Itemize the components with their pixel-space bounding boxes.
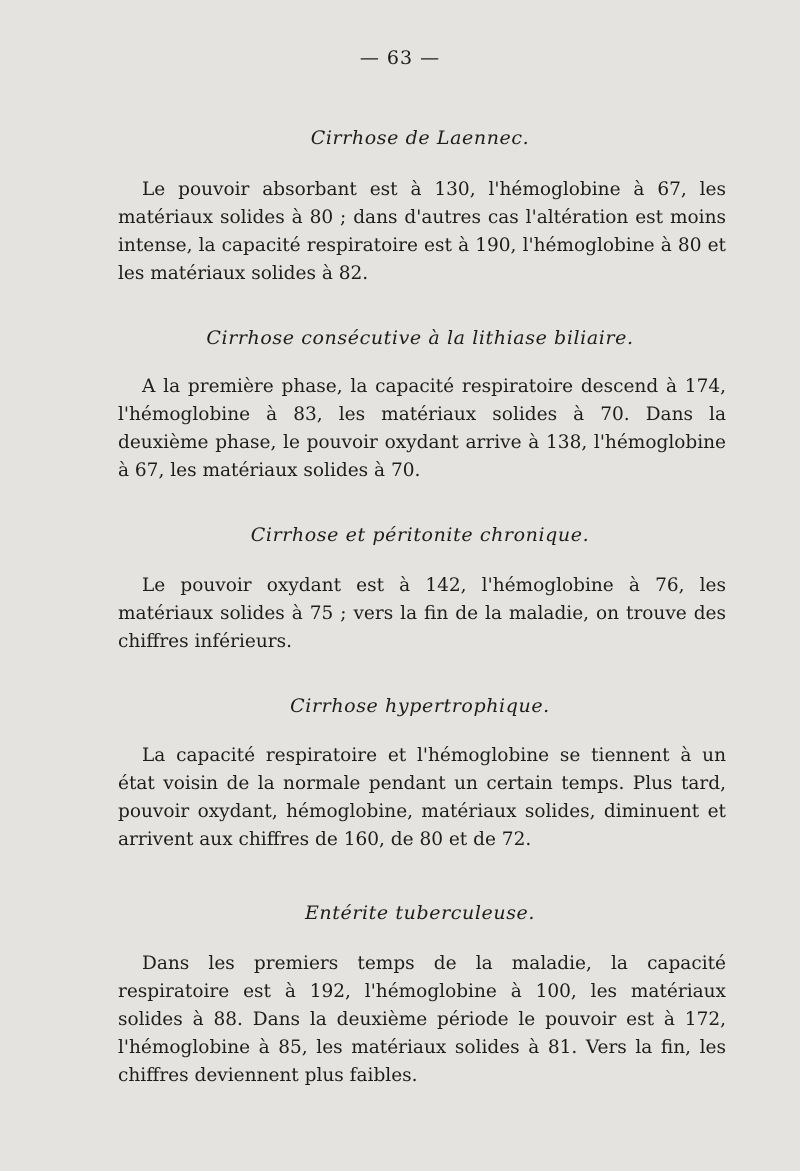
section-paragraph: A la première phase, la capacité respiratoire descend à 174, l'hémoglobine à 83, les matériaux solides à 70. Dans la deuxième phase, le pouvoir oxydant arrive à 138, l'hémoglobine à 67, les matériaux solides à 70. xyxy=(118,376,726,481)
section-heading: Cirrhose consécutive à la lithiase biliaire. xyxy=(206,327,634,349)
section-paragraph: La capacité respiratoire et l'hémoglobine se tiennent à un état voisin de la normale pendant un certain temps. Plus tard, pouvoir oxydant, hémoglobine, matériaux solides, diminuent et arrivent aux chiffres de 160, de 80 et de 72. xyxy=(118,745,726,850)
section-paragraph: Dans les premiers temps de la maladie, la capacité respiratoire est à 192, l'hémoglobine à 100, les matériaux solides à 88. Dans la deuxième période le pouvoir est à 172, l'hémoglobine à 85, les matériaux solides à 81. Vers la fin, les chiffres deviennent plus faibles. xyxy=(118,953,726,1086)
section-heading: Cirrhose hypertrophique. xyxy=(290,695,550,717)
page-number: — 63 — xyxy=(359,47,441,69)
section-heading: Cirrhose et péritonite chronique. xyxy=(250,524,590,546)
section-paragraph: Le pouvoir oxydant est à 142, l'hémoglobine à 76, les matériaux solides à 75 ; vers la fin de la maladie, on trouve des chiffres inférieurs. xyxy=(118,575,726,652)
section-heading: Entérite tuberculeuse. xyxy=(304,902,536,924)
section-paragraph: Le pouvoir absorbant est à 130, l'hémoglobine à 67, les matériaux solides à 80 ; dans d'autres cas l'altération est moins intense, la capacité respiratoire est à 190, l'hémoglobine à 80 et les matériaux solides à 82. xyxy=(118,179,726,284)
section-heading: Cirrhose de Laennec. xyxy=(310,127,530,149)
